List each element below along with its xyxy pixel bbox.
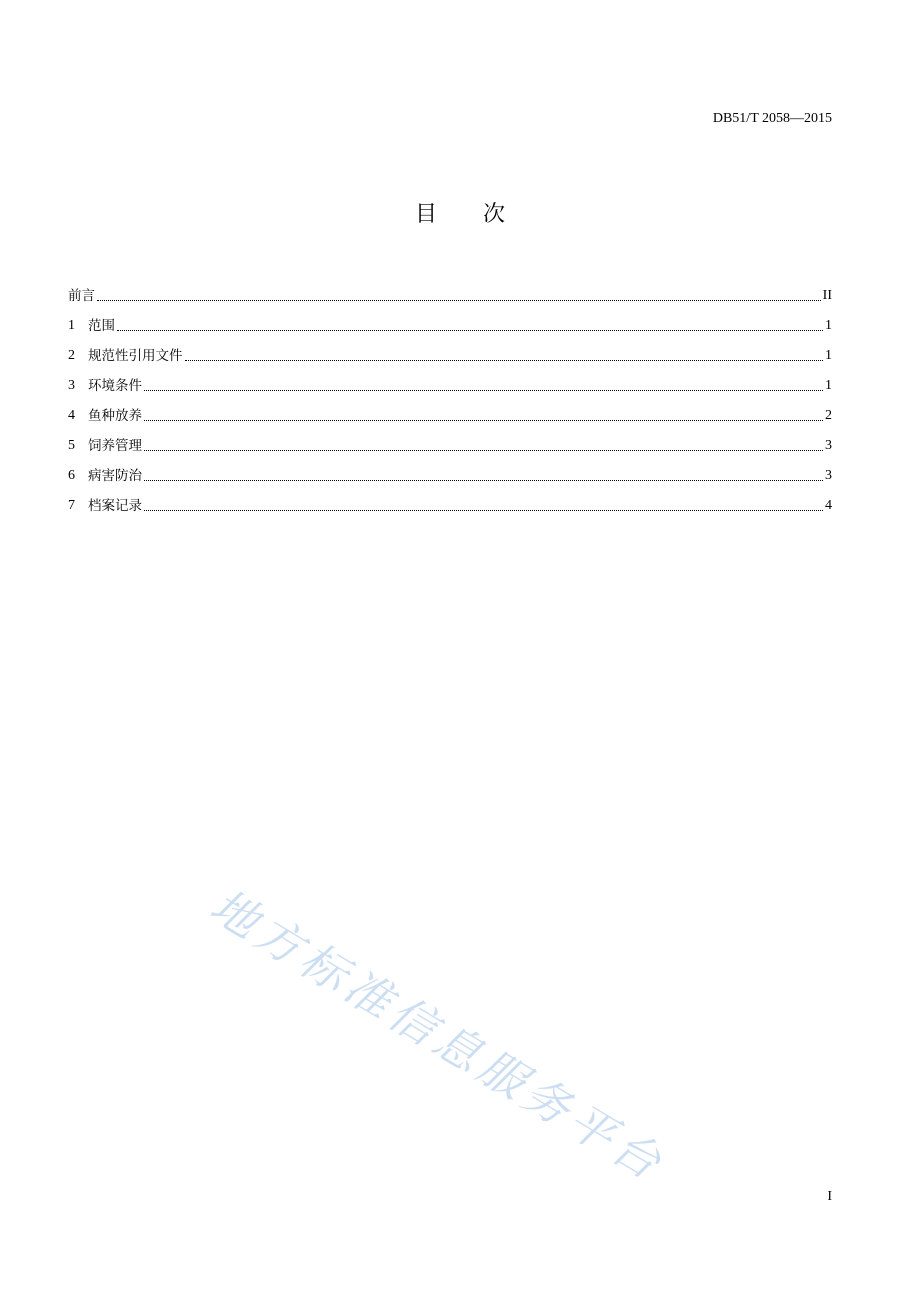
table-of-contents: [68, 277, 832, 517]
toc-entry-foreword[interactable]: [68, 277, 832, 307]
toc-dot-leader: [144, 510, 823, 511]
toc-entry-disease-control[interactable]: [68, 457, 832, 487]
toc-entry-page: 3: [825, 468, 832, 483]
toc-entry-environment[interactable]: [68, 367, 832, 397]
toc-dot-leader: [144, 450, 823, 451]
toc-dot-leader: [144, 420, 823, 421]
toc-entry-page: 1: [825, 318, 832, 333]
toc-entry-label: 环境条件: [88, 378, 142, 394]
toc-entry-number: 6: [68, 468, 75, 483]
toc-dot-leader: [97, 300, 821, 301]
toc-entry-stocking[interactable]: [68, 397, 832, 427]
toc-dot-leader: [144, 390, 823, 391]
toc-entry-feeding[interactable]: [68, 427, 832, 457]
toc-entry-number: 2: [68, 348, 75, 363]
toc-entry-label: 范围: [88, 318, 115, 334]
toc-entry-label: 饲养管理: [88, 438, 142, 454]
toc-dot-leader: [117, 330, 823, 331]
toc-entry-normative-references[interactable]: [68, 337, 832, 367]
toc-entry-records[interactable]: [68, 487, 832, 517]
toc-entry-label: 前言: [68, 288, 95, 304]
document-code: DB51/T 2058—2015: [712, 111, 832, 126]
toc-entry-number: 5: [68, 438, 75, 453]
toc-title-char-2: 次: [483, 202, 506, 227]
toc-entry-label: 规范性引用文件: [88, 348, 183, 364]
toc-entry-label: 病害防治: [88, 468, 142, 484]
toc-entry-page: II: [822, 288, 832, 303]
watermark: 地方标准信息服务平台: [201, 878, 675, 1193]
toc-entry-page: 1: [825, 378, 832, 393]
toc-entry-scope[interactable]: [68, 307, 832, 337]
toc-entry-page: 3: [825, 438, 832, 453]
toc-dot-leader: [144, 480, 823, 481]
toc-entry-number: 3: [68, 378, 75, 393]
toc-entry-number: 7: [68, 498, 75, 513]
page-number: I: [827, 1189, 832, 1204]
toc-title-char-1: 目: [414, 202, 437, 227]
toc-entry-label: 档案记录: [88, 498, 142, 514]
toc-dot-leader: [185, 360, 824, 361]
toc-entry-page: 4: [825, 498, 832, 513]
toc-entry-number: 1: [68, 318, 75, 333]
toc-entry-label: 鱼种放养: [88, 408, 142, 424]
toc-entry-page: 1: [825, 348, 832, 363]
toc-entry-number: 4: [68, 408, 75, 423]
toc-entry-page: 2: [825, 408, 832, 423]
toc-title: [0, 200, 920, 230]
